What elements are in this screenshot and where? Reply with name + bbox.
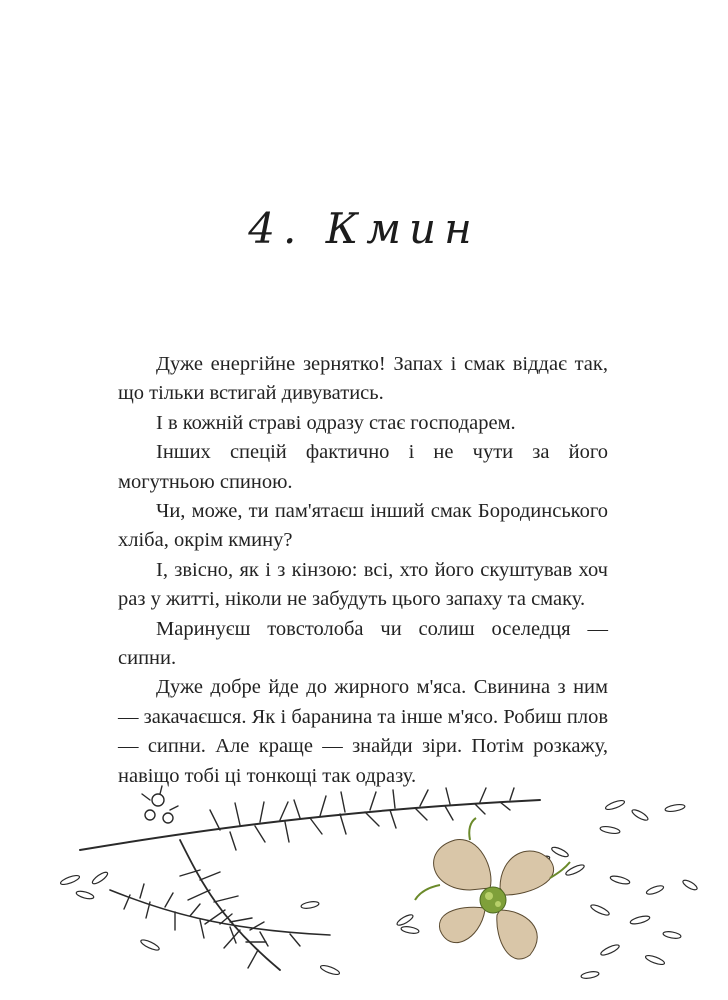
chapter-title: 4. Кмин bbox=[248, 204, 480, 254]
paragraph: Дуже енергійне зернятко! Запах і смак віддає так, що тільки встигай дивуватись. bbox=[118, 353, 608, 405]
paragraph: Інших спецій фактично і не чути за його могутньою спиною. bbox=[118, 441, 608, 493]
chapter-text bbox=[118, 350, 608, 791]
paragraph: І, звісно, як і з кінзою: всі, хто його скуштував хоч раз у житті, ніколи не забудуть цього запаху та смаку. bbox=[118, 558, 608, 611]
caraway-plant-illustration bbox=[0, 770, 728, 1000]
paragraph: Дуже добре йде до жирного м'яса. Свинина з ним — закачаєшся. Як і баранина та інше м'ясо. Робиш плов — сипни. Але краще — знайди зіри. Потім розкажу, навіщо тобі ці тонкощі так одразу. bbox=[118, 676, 608, 787]
paragraph: І в кожній страві одразу стає господарем. bbox=[156, 411, 516, 434]
paragraph: Чи, може, ти пам'ятаєш інший смак Бородинського хліба, окрім кмину? bbox=[118, 500, 608, 552]
paragraph: Маринуєш товстолоба чи солиш оселедця — сипни. bbox=[118, 617, 608, 670]
